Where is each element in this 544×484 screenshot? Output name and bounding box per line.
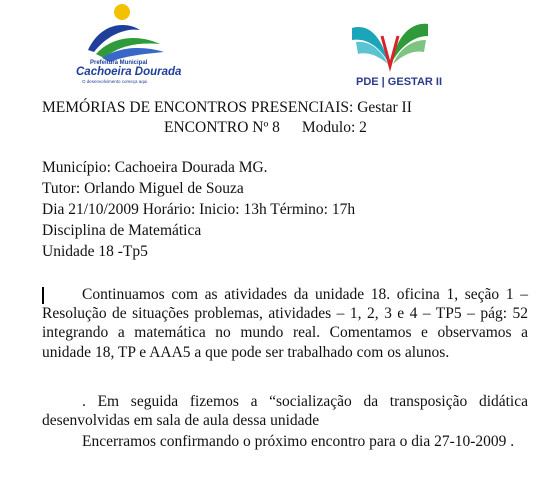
date-time-line: Dia 21/10/2009 Horário: Inicio: 13h Término: 17h [42, 201, 356, 218]
encontro-line [164, 118, 367, 137]
logo-slogan-text: O desenvolvimento começa aqui [82, 79, 148, 84]
logo-cachoeira-text: Cachoeira Dourada [76, 66, 182, 78]
disciplina-line: Disciplina de Matemática [42, 222, 202, 239]
paragraph-2 [42, 392, 528, 430]
document-title: MEMÓRIAS DE ENCONTROS PRESENCIAIS: Gestar II [42, 99, 412, 116]
municipio-line: Município: Cachoeira Dourada MG. [42, 159, 268, 176]
paragraph-3-text: Encerramos confirmando o próximo encontro para o dia 27-10-2009 . [82, 433, 515, 450]
paragraph-3 [42, 432, 528, 451]
gestar-book-icon [346, 18, 436, 78]
modulo-label: Modulo: 2 [301, 119, 367, 136]
tutor-line: Tutor: Orlando Miguel de Souza [42, 180, 244, 197]
gestar-logo [346, 18, 442, 94]
paragraph-2-text: . Em seguida fizemos a “socialização da transposição didática desenvolvidas em sala de aula dessa unidade [42, 393, 528, 430]
paragraph-1-text: Continuamos com as atividades da unidade 18. oficina 1, seção 1 – Resolução de situações problemas, atividades – 1, 2, 3 e 4 – TP5 – pág: 52 integrando a matemática no mundo real. Comentamos e observamos a unidade 18, TP e AAA5 a que pode ser trabalhado com os alunos. [42, 286, 528, 361]
gestar-label: PDE | GESTAR II [356, 76, 442, 88]
prefeitura-logo [72, 2, 182, 86]
paragraph-1 [42, 285, 528, 362]
encontro-number: ENCONTRO Nº 8 [164, 119, 280, 136]
unidade-line: Unidade 18 -Tp5 [42, 243, 148, 260]
logo-prefeitura-text: Prefeitura Municipal [90, 60, 148, 66]
